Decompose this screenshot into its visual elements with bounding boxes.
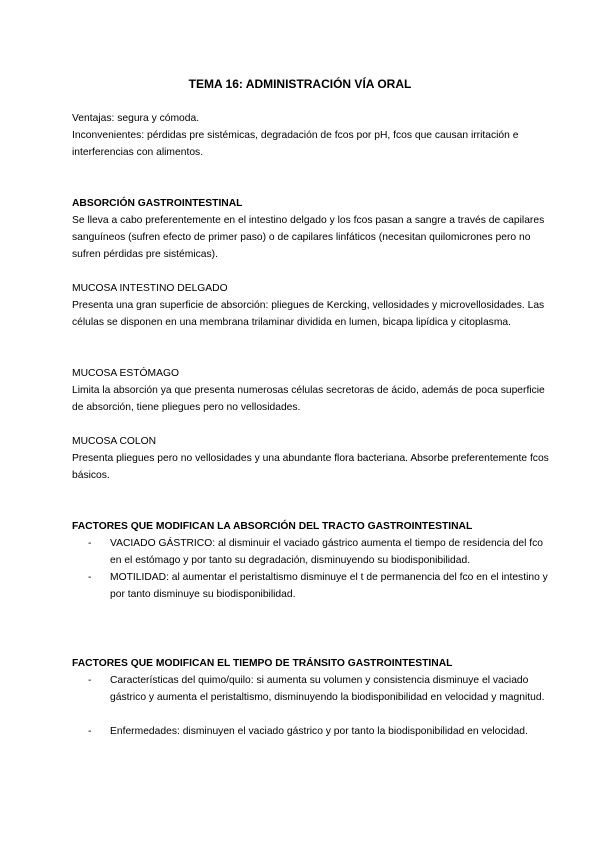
- mucosa-colon-section: [72, 433, 554, 484]
- list-item: [72, 569, 554, 603]
- mucosa-estomago-section: [72, 365, 554, 416]
- list-item: [72, 535, 554, 569]
- mucosa-estomago-heading: MUCOSA ESTÓMAGO: [72, 368, 179, 379]
- list-item: [72, 723, 554, 740]
- bullet-dash: -: [88, 538, 92, 549]
- list-item: [72, 672, 554, 706]
- factores-transito-heading: FACTORES QUE MODIFICAN EL TIEMPO DE TRÁNSITO GASTROINTESTINAL: [72, 658, 453, 669]
- mucosa-intestino-heading: MUCOSA INTESTINO DELGADO: [72, 283, 228, 294]
- factores-absorcion-list: [72, 535, 554, 603]
- bullet-dash: -: [88, 572, 92, 583]
- mucosa-intestino-text: Presenta una gran superficie de absorción: pliegues de Kercking, vellosidades y microvellosidades. Las células se disponen en una membrana trilaminar dividida en lumen, bicapa lipídica y citoplasma.: [72, 300, 545, 328]
- factores-absorcion-heading: FACTORES QUE MODIFICAN LA ABSORCIÓN DEL TRACTO GASTROINTESTINAL: [72, 521, 473, 532]
- bullet-dash: -: [88, 675, 92, 686]
- factores-absorcion-section: [72, 518, 554, 603]
- inconvenientes-text: Inconvenientes: pérdidas pre sistémicas, degradación de fcos por pH, fcos que causan irritación e interferencias con alimentos.: [72, 130, 519, 158]
- mucosa-colon-text: Presenta pliegues pero no vellosidades y una abundante flora bacteriana. Absorbe preferentemente fcos básicos.: [72, 453, 549, 481]
- absorcion-section: [72, 195, 554, 263]
- factores-transito-list: [72, 672, 554, 740]
- mucosa-intestino-section: [72, 280, 554, 331]
- absorcion-text: Se lleva a cabo preferentemente en el intestino delgado y los fcos pasan a sangre a través de capilares sanguíneos (sufren efecto de primer paso) o de capilares linfáticos (necesitan quilomicrones pero no sufren pérdidas pre sistémicas).: [72, 215, 545, 260]
- factores-transito-section: [72, 655, 554, 740]
- list-item-text: MOTILIDAD: al aumentar el peristaltismo disminuye el t de permanencia del fco en el intestino y por tanto disminuye su biodisponibilidad.: [110, 572, 548, 600]
- list-item-text: VACIADO GÁSTRICO: al disminuir el vaciado gástrico aumenta el tiempo de residencia del fco en el estómago y por tanto su degradación, disminuyendo su biodisponibilidad.: [110, 538, 544, 566]
- list-item-text: Características del quimo/quilo: si aumenta su volumen y consistencia disminuye el vaciado gástrico y aumenta el peristaltismo, disminuyendo la biodisponibilidad en velocidad y magnitud.: [110, 675, 545, 703]
- intro-section: [72, 110, 554, 161]
- mucosa-colon-heading: MUCOSA COLON: [72, 436, 157, 447]
- bullet-dash: -: [88, 726, 92, 737]
- page-title: TEMA 16: ADMINISTRACIÓN VÍA ORAL: [188, 77, 412, 91]
- ventajas-text: Ventajas: segura y cómoda.: [72, 113, 200, 124]
- absorcion-heading: ABSORCIÓN GASTROINTESTINAL: [72, 198, 243, 209]
- mucosa-estomago-text: Limita la absorción ya que presenta numerosas células secretoras de ácido, además de poca superficie de absorción, tiene pliegues pero no vellosidades.: [72, 385, 545, 413]
- list-item-text: Enfermedades: disminuyen el vaciado gástrico y por tanto la biodisponibilidad en velocidad.: [110, 726, 528, 737]
